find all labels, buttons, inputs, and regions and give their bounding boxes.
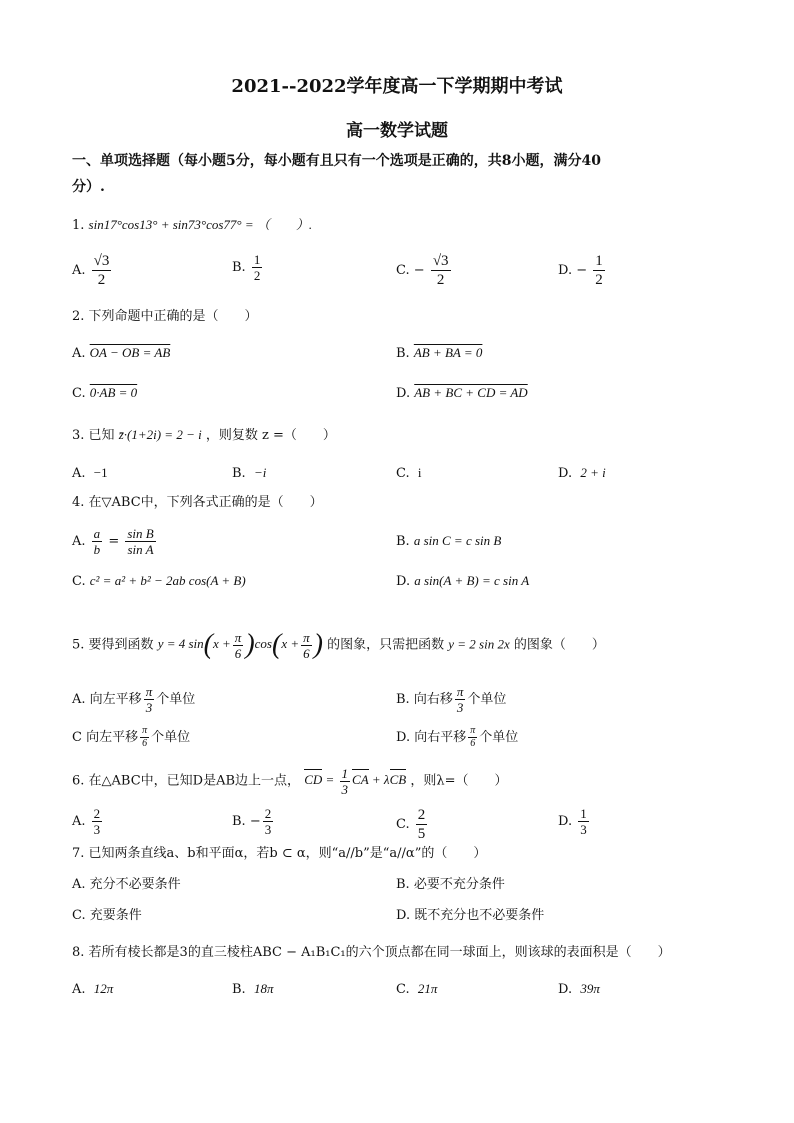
fraction: $\frac{1}{2}$ [253,252,261,283]
q5-option-d: D. 向右平移 $\frac{\pi}{6}$ 个单位 [396,725,519,749]
vector-equation: CD = $\frac{1}{3}$ CA + λCB [304,766,407,797]
section-heading-line1: 一、单项选择题（每小题5分，每小题有且只有一个选项是正确的，共8小题，满分40 [72,153,601,169]
fraction: $\frac{1}{2}$ [595,253,603,288]
q5-option-b: B. 向右移 $\frac{\pi}{3}$ 个单位 [396,684,507,715]
q3-option-c: C. i [396,465,422,481]
question-number: 5. [72,637,85,653]
q1-option-d: D. − $\frac{1}{2}$ [558,253,603,288]
fraction: $\frac{√3}{2}$ [432,253,449,288]
q8-option-c: C. 21π [396,981,438,997]
question-number: 3. [72,428,85,443]
q7-option-a: A. 充分不必要条件 [72,877,181,892]
fraction: $\frac{\text{sin B}}{\text{sin A}}$ [127,526,154,557]
fraction: $\frac{√3}{2}$ [93,253,110,288]
q8-option-a: A. 12π [72,981,114,997]
q3-option-a: A. −1 [72,465,108,481]
exam-subtitle: 高一数学试题 [346,121,448,141]
q7-option-b: B. 必要不充分条件 [396,877,505,892]
q4-option-b: B. a sin C = c sin B [396,533,502,549]
question-number: 1. [72,218,85,233]
q5-option-c: C 向左平移 $\frac{\pi}{6}$ 个单位 [72,725,191,749]
q2-option-a: A. OA − OB = AB [72,345,171,361]
q6-option-a: A. $\frac{2}{3}$ [72,806,101,837]
q3-option-b: B. −i [232,465,267,481]
q2-option-d: D. AB + BC + CD = AD [396,385,528,401]
exam-title: 2021--2022学年度高一下学期期中考试 [231,76,563,97]
q7-option-d: D. 既不充分也不必要条件 [396,908,545,923]
q2-option-c: C. 0·AB = 0 [72,385,138,401]
question-stem: sin17°cos13° + sin73°cos77° = （ ）. [88,217,313,232]
fraction: $\frac{a}{b}$ [93,526,101,557]
q2-option-b: B. AB + BA = 0 [396,345,483,361]
q4-option-c: C. c² = a² + b² − 2ab cos(A + B) [72,573,246,589]
question-8: 8. 若所有棱长都是3的直三棱柱ABC − A₁B₁C₁的六个顶点都在同一球面上，则该球的表面积是（ ） [72,945,671,960]
q1-option-b: B. $\frac{1}{2}$ [232,252,261,283]
question-6: 6. 在△ABC中，已知D是AB边上一点， CD = $\frac{1}{3}$ CA + λCB ，则λ=（ ） [72,766,508,797]
section-heading [72,148,732,200]
q3-option-d: D. 2 + i [558,465,606,481]
question-stem: 下列命题中正确的是（ ） [88,309,258,324]
question-1 [72,216,312,235]
function-expression: y = 4 sin(x + $\frac{\pi}{6}$ )cos(x + $\frac{\pi}{6}$ ) [157,629,323,661]
section-heading-line2: 分）. [72,179,105,195]
question-3: 3. 已知 z̄·(1+2i) = 2 − i ，则复数 z =（ ） [72,427,336,443]
question-number: 2. [72,309,85,324]
q6-option-b: B. − $\frac{2}{3}$ [232,806,272,837]
q8-option-b: B. 18π [232,981,274,997]
question-7: 7. 已知两条直线a、b和平面α，若b ⊂ α，则“a//b”是“a//α”的（ ） [72,846,487,861]
q4-option-d: D. a sin(A + B) = c sin A [396,573,530,589]
q6-option-d: D. $\frac{1}{3}$ [558,806,587,837]
question-2 [72,308,258,326]
question-number: 7. [72,846,85,861]
question-5: 5. 要得到函数 y = 4 sin(x + $\frac{\pi}{6}$ )cos(x + $\frac{\pi}{6}$ ) 的图象，只需把函数 y = 2 sin 2x 的图象（ ） [72,629,605,661]
q4-option-a: A. $\frac{a}{b}$ = $\frac{\text{sin B}}{\text{sin A}}$ [72,526,154,557]
q7-option-c: C. 充要条件 [72,908,142,923]
question-number: 4. [72,495,85,510]
question-4: 4. 在▽ABC中，下列各式正确的是（ ） [72,495,323,510]
q8-option-d: D. 39π [558,981,600,997]
question-number: 6. [72,773,85,789]
q1-option-a: A. $\frac{√3}{2}$ [72,253,110,288]
question-number: 8. [72,945,85,960]
q5-option-a: A. 向左平移 $\frac{\pi}{3}$ 个单位 [72,684,196,715]
q1-option-c: C. − $\frac{√3}{2}$ [396,253,449,288]
q6-option-c: C. $\frac{2}{5}$ [396,807,426,842]
